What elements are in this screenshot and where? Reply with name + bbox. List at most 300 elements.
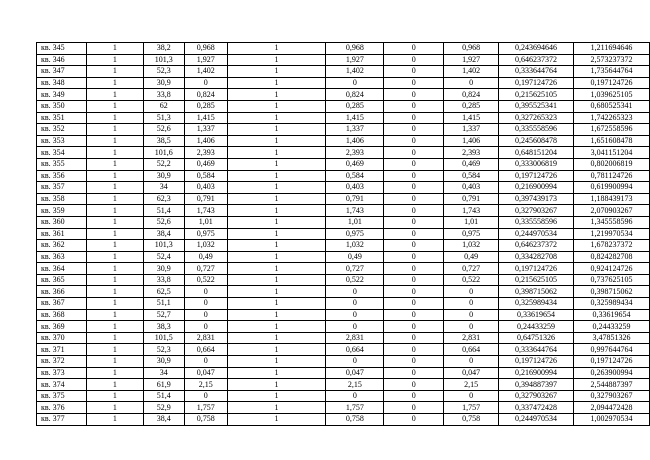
cell-count: 1 xyxy=(86,124,143,136)
cell-count: 1 xyxy=(86,286,143,298)
cell-count: 1 xyxy=(86,263,143,275)
cell-share: 0,327265323 xyxy=(499,112,574,124)
cell-share: 0,244970534 xyxy=(499,228,574,240)
cell-value-b: 1,337 xyxy=(326,124,384,136)
table-row xyxy=(37,286,650,298)
cell-factor: 1 xyxy=(227,402,326,414)
cell-total: 1,219970534 xyxy=(574,228,650,240)
cell-area: 101,5 xyxy=(143,332,184,344)
cell-total: 1,002970534 xyxy=(574,414,650,426)
cell-apartment: кв. 350 xyxy=(37,100,87,112)
table-row xyxy=(37,379,650,391)
cell-factor: 1 xyxy=(227,216,326,228)
cell-share: 0,394887397 xyxy=(499,379,574,391)
cell-count: 1 xyxy=(86,135,143,147)
cell-value-b: 0,403 xyxy=(326,182,384,194)
cell-value-d: 0,727 xyxy=(444,263,499,275)
cell-total: 0,263900994 xyxy=(574,367,650,379)
cell-share: 0,333644764 xyxy=(499,344,574,356)
cell-apartment: кв. 352 xyxy=(37,124,87,136)
table-row xyxy=(37,390,650,402)
cell-apartment: кв. 362 xyxy=(37,240,87,252)
cell-value-c: 0 xyxy=(384,263,444,275)
table-row xyxy=(37,124,650,136)
cell-factor: 1 xyxy=(227,344,326,356)
cell-value-b: 1,032 xyxy=(326,240,384,252)
table-row xyxy=(37,414,650,426)
cell-value-d: 0,403 xyxy=(444,182,499,194)
cell-value-d: 0,824 xyxy=(444,89,499,101)
cell-value-c: 0 xyxy=(384,147,444,159)
cell-value-c: 0 xyxy=(384,66,444,78)
cell-count: 1 xyxy=(86,228,143,240)
cell-factor: 1 xyxy=(227,286,326,298)
table-row xyxy=(37,54,650,66)
cell-value-c: 0 xyxy=(384,170,444,182)
cell-apartment: кв. 364 xyxy=(37,263,87,275)
cell-total: 1,039625105 xyxy=(574,89,650,101)
table-row xyxy=(37,240,650,252)
cell-share: 0,216900994 xyxy=(499,182,574,194)
cell-count: 1 xyxy=(86,344,143,356)
cell-value-a: 0 xyxy=(184,286,227,298)
cell-value-a: 1,406 xyxy=(184,135,227,147)
cell-apartment: кв. 368 xyxy=(37,309,87,321)
cell-factor: 1 xyxy=(227,158,326,170)
cell-value-c: 0 xyxy=(384,356,444,368)
cell-total: 0,197124726 xyxy=(574,77,650,89)
cell-factor: 1 xyxy=(227,77,326,89)
cell-factor: 1 xyxy=(227,54,326,66)
cell-value-c: 0 xyxy=(384,124,444,136)
cell-count: 1 xyxy=(86,147,143,159)
cell-value-d: 0,664 xyxy=(444,344,499,356)
cell-area: 61,9 xyxy=(143,379,184,391)
cell-apartment: кв. 358 xyxy=(37,193,87,205)
table-row xyxy=(37,100,650,112)
cell-share: 0,397439173 xyxy=(499,193,574,205)
cell-count: 1 xyxy=(86,77,143,89)
cell-apartment: кв. 356 xyxy=(37,170,87,182)
cell-share: 0,33619654 xyxy=(499,309,574,321)
cell-count: 1 xyxy=(86,54,143,66)
cell-count: 1 xyxy=(86,332,143,344)
cell-value-a: 0,824 xyxy=(184,89,227,101)
cell-area: 62,5 xyxy=(143,286,184,298)
cell-share: 0,244970534 xyxy=(499,414,574,426)
cell-count: 1 xyxy=(86,43,143,55)
table-row xyxy=(37,43,650,55)
table-row xyxy=(37,66,650,78)
cell-value-d: 0,975 xyxy=(444,228,499,240)
cell-factor: 1 xyxy=(227,332,326,344)
cell-area: 38,2 xyxy=(143,43,184,55)
cell-total: 2,573237372 xyxy=(574,54,650,66)
cell-area: 34 xyxy=(143,367,184,379)
cell-total: 0,737625105 xyxy=(574,274,650,286)
cell-value-b: 0,522 xyxy=(326,274,384,286)
table-row xyxy=(37,89,650,101)
cell-area: 101,3 xyxy=(143,54,184,66)
cell-apartment: кв. 377 xyxy=(37,414,87,426)
cell-value-d: 0 xyxy=(444,77,499,89)
cell-value-c: 0 xyxy=(384,251,444,263)
cell-value-d: 0,469 xyxy=(444,158,499,170)
table-body xyxy=(37,43,650,426)
cell-factor: 1 xyxy=(227,414,326,426)
cell-area: 30,9 xyxy=(143,356,184,368)
cell-count: 1 xyxy=(86,414,143,426)
cell-value-a: 0,664 xyxy=(184,344,227,356)
cell-value-a: 1,927 xyxy=(184,54,227,66)
cell-value-d: 0 xyxy=(444,298,499,310)
cell-share: 0,327903267 xyxy=(499,390,574,402)
cell-count: 1 xyxy=(86,158,143,170)
cell-share: 0,325989434 xyxy=(499,298,574,310)
cell-share: 0,398715062 xyxy=(499,286,574,298)
cell-value-a: 0,285 xyxy=(184,100,227,112)
cell-count: 1 xyxy=(86,274,143,286)
cell-value-d: 0,584 xyxy=(444,170,499,182)
cell-factor: 1 xyxy=(227,135,326,147)
cell-factor: 1 xyxy=(227,193,326,205)
cell-value-d: 1,402 xyxy=(444,66,499,78)
cell-value-b: 0,285 xyxy=(326,100,384,112)
cell-apartment: кв. 365 xyxy=(37,274,87,286)
cell-apartment: кв. 376 xyxy=(37,402,87,414)
table-row xyxy=(37,402,650,414)
cell-total: 0,325989434 xyxy=(574,298,650,310)
cell-value-b: 0,469 xyxy=(326,158,384,170)
table-row xyxy=(37,193,650,205)
cell-value-b: 0,791 xyxy=(326,193,384,205)
cell-value-c: 0 xyxy=(384,216,444,228)
cell-apartment: кв. 369 xyxy=(37,321,87,333)
cell-value-a: 0 xyxy=(184,390,227,402)
cell-value-c: 0 xyxy=(384,43,444,55)
cell-value-c: 0 xyxy=(384,367,444,379)
cell-factor: 1 xyxy=(227,379,326,391)
cell-area: 52,9 xyxy=(143,402,184,414)
apartments-table xyxy=(36,42,650,426)
cell-factor: 1 xyxy=(227,100,326,112)
cell-value-a: 0,584 xyxy=(184,170,227,182)
table-row xyxy=(37,321,650,333)
cell-share: 0,64751326 xyxy=(499,332,574,344)
cell-value-b: 0 xyxy=(326,321,384,333)
cell-area: 30,9 xyxy=(143,170,184,182)
cell-value-d: 0,522 xyxy=(444,274,499,286)
cell-apartment: кв. 349 xyxy=(37,89,87,101)
cell-value-c: 0 xyxy=(384,89,444,101)
cell-count: 1 xyxy=(86,216,143,228)
cell-share: 0,334282708 xyxy=(499,251,574,263)
cell-value-b: 0,727 xyxy=(326,263,384,275)
cell-value-d: 0,968 xyxy=(444,43,499,55)
cell-area: 52,4 xyxy=(143,251,184,263)
cell-value-a: 0,047 xyxy=(184,367,227,379)
cell-area: 38,4 xyxy=(143,414,184,426)
cell-apartment: кв. 360 xyxy=(37,216,87,228)
cell-share: 0,216900994 xyxy=(499,367,574,379)
cell-share: 0,215625105 xyxy=(499,89,574,101)
cell-value-d: 0,758 xyxy=(444,414,499,426)
table-row xyxy=(37,158,650,170)
cell-value-b: 0 xyxy=(326,286,384,298)
cell-value-a: 1,01 xyxy=(184,216,227,228)
cell-value-c: 0 xyxy=(384,112,444,124)
cell-apartment: кв. 366 xyxy=(37,286,87,298)
cell-value-d: 1,743 xyxy=(444,205,499,217)
cell-total: 1,735644764 xyxy=(574,66,650,78)
cell-value-a: 0,727 xyxy=(184,263,227,275)
cell-value-b: 2,831 xyxy=(326,332,384,344)
cell-value-d: 2,393 xyxy=(444,147,499,159)
cell-total: 3,47851326 xyxy=(574,332,650,344)
cell-share: 0,197124726 xyxy=(499,263,574,275)
cell-value-b: 0,968 xyxy=(326,43,384,55)
cell-value-c: 0 xyxy=(384,321,444,333)
cell-value-a: 0 xyxy=(184,298,227,310)
cell-value-d: 0 xyxy=(444,356,499,368)
cell-count: 1 xyxy=(86,309,143,321)
cell-count: 1 xyxy=(86,367,143,379)
cell-total: 0,781124726 xyxy=(574,170,650,182)
table-row xyxy=(37,216,650,228)
cell-total: 0,924124726 xyxy=(574,263,650,275)
cell-area: 34 xyxy=(143,182,184,194)
cell-value-d: 0 xyxy=(444,321,499,333)
cell-total: 1,345558596 xyxy=(574,216,650,228)
cell-area: 33,8 xyxy=(143,274,184,286)
cell-share: 0,327903267 xyxy=(499,205,574,217)
table-row xyxy=(37,344,650,356)
cell-value-c: 0 xyxy=(384,135,444,147)
table-row xyxy=(37,309,650,321)
cell-value-b: 1,743 xyxy=(326,205,384,217)
cell-value-b: 0,49 xyxy=(326,251,384,263)
cell-apartment: кв. 371 xyxy=(37,344,87,356)
cell-total: 0,33619654 xyxy=(574,309,650,321)
cell-count: 1 xyxy=(86,193,143,205)
cell-area: 62 xyxy=(143,100,184,112)
cell-apartment: кв. 353 xyxy=(37,135,87,147)
cell-share: 0,335558596 xyxy=(499,124,574,136)
cell-value-c: 0 xyxy=(384,100,444,112)
cell-value-a: 0 xyxy=(184,321,227,333)
cell-factor: 1 xyxy=(227,124,326,136)
cell-factor: 1 xyxy=(227,205,326,217)
cell-value-b: 2,393 xyxy=(326,147,384,159)
cell-apartment: кв. 346 xyxy=(37,54,87,66)
cell-value-c: 0 xyxy=(384,309,444,321)
cell-value-a: 0,968 xyxy=(184,43,227,55)
cell-area: 62,3 xyxy=(143,193,184,205)
cell-value-c: 0 xyxy=(384,414,444,426)
cell-value-c: 0 xyxy=(384,182,444,194)
cell-value-b: 1,402 xyxy=(326,66,384,78)
cell-factor: 1 xyxy=(227,298,326,310)
cell-total: 0,398715062 xyxy=(574,286,650,298)
cell-count: 1 xyxy=(86,66,143,78)
table-row xyxy=(37,367,650,379)
cell-factor: 1 xyxy=(227,112,326,124)
cell-value-d: 0 xyxy=(444,390,499,402)
cell-count: 1 xyxy=(86,182,143,194)
cell-value-b: 0 xyxy=(326,77,384,89)
cell-factor: 1 xyxy=(227,66,326,78)
cell-share: 0,648151204 xyxy=(499,147,574,159)
cell-factor: 1 xyxy=(227,356,326,368)
cell-share: 0,337472428 xyxy=(499,402,574,414)
cell-area: 52,6 xyxy=(143,124,184,136)
table-row xyxy=(37,263,650,275)
cell-count: 1 xyxy=(86,205,143,217)
cell-share: 0,197124726 xyxy=(499,77,574,89)
cell-value-c: 0 xyxy=(384,332,444,344)
table-row xyxy=(37,356,650,368)
cell-value-b: 0,664 xyxy=(326,344,384,356)
cell-value-b: 0,824 xyxy=(326,89,384,101)
cell-factor: 1 xyxy=(227,390,326,402)
cell-area: 30,9 xyxy=(143,263,184,275)
table-row xyxy=(37,77,650,89)
cell-count: 1 xyxy=(86,402,143,414)
cell-total: 0,824282708 xyxy=(574,251,650,263)
table-row xyxy=(37,170,650,182)
cell-value-c: 0 xyxy=(384,390,444,402)
cell-apartment: кв. 347 xyxy=(37,66,87,78)
cell-apartment: кв. 355 xyxy=(37,158,87,170)
cell-count: 1 xyxy=(86,100,143,112)
cell-value-a: 0,403 xyxy=(184,182,227,194)
cell-apartment: кв. 373 xyxy=(37,367,87,379)
cell-value-d: 1,01 xyxy=(444,216,499,228)
cell-value-b: 1,01 xyxy=(326,216,384,228)
cell-total: 0,619900994 xyxy=(574,182,650,194)
cell-apartment: кв. 357 xyxy=(37,182,87,194)
cell-value-d: 0,49 xyxy=(444,251,499,263)
cell-factor: 1 xyxy=(227,367,326,379)
cell-share: 0,646237372 xyxy=(499,240,574,252)
cell-value-b: 2,15 xyxy=(326,379,384,391)
cell-value-a: 1,415 xyxy=(184,112,227,124)
cell-value-b: 0 xyxy=(326,298,384,310)
cell-apartment: кв. 345 xyxy=(37,43,87,55)
cell-value-a: 0,791 xyxy=(184,193,227,205)
cell-value-b: 0,047 xyxy=(326,367,384,379)
cell-value-c: 0 xyxy=(384,54,444,66)
cell-area: 33,8 xyxy=(143,89,184,101)
cell-apartment: кв. 372 xyxy=(37,356,87,368)
cell-area: 38,3 xyxy=(143,321,184,333)
cell-value-c: 0 xyxy=(384,228,444,240)
cell-share: 0,395525341 xyxy=(499,100,574,112)
cell-value-c: 0 xyxy=(384,298,444,310)
table-row xyxy=(37,112,650,124)
table-row xyxy=(37,182,650,194)
cell-total: 1,672558596 xyxy=(574,124,650,136)
cell-value-b: 0,975 xyxy=(326,228,384,240)
cell-total: 0,802006819 xyxy=(574,158,650,170)
cell-factor: 1 xyxy=(227,147,326,159)
cell-apartment: кв. 363 xyxy=(37,251,87,263)
cell-value-d: 1,406 xyxy=(444,135,499,147)
cell-count: 1 xyxy=(86,112,143,124)
cell-apartment: кв. 354 xyxy=(37,147,87,159)
cell-count: 1 xyxy=(86,240,143,252)
cell-count: 1 xyxy=(86,89,143,101)
cell-total: 2,070903267 xyxy=(574,205,650,217)
cell-area: 51,4 xyxy=(143,205,184,217)
cell-value-d: 1,927 xyxy=(444,54,499,66)
cell-share: 0,243694646 xyxy=(499,43,574,55)
cell-area: 51,3 xyxy=(143,112,184,124)
cell-value-d: 0,791 xyxy=(444,193,499,205)
table-row xyxy=(37,135,650,147)
table-row xyxy=(37,147,650,159)
table-row xyxy=(37,298,650,310)
cell-value-a: 0,49 xyxy=(184,251,227,263)
cell-value-a: 1,337 xyxy=(184,124,227,136)
cell-value-a: 1,757 xyxy=(184,402,227,414)
cell-value-b: 1,927 xyxy=(326,54,384,66)
cell-area: 38,4 xyxy=(143,228,184,240)
cell-area: 51,4 xyxy=(143,390,184,402)
cell-value-d: 1,415 xyxy=(444,112,499,124)
cell-value-c: 0 xyxy=(384,402,444,414)
table-row xyxy=(37,251,650,263)
cell-count: 1 xyxy=(86,379,143,391)
cell-value-a: 2,831 xyxy=(184,332,227,344)
cell-apartment: кв. 348 xyxy=(37,77,87,89)
cell-value-d: 2,15 xyxy=(444,379,499,391)
cell-area: 52,6 xyxy=(143,216,184,228)
cell-area: 52,3 xyxy=(143,344,184,356)
cell-value-d: 0,285 xyxy=(444,100,499,112)
cell-apartment: кв. 367 xyxy=(37,298,87,310)
cell-count: 1 xyxy=(86,170,143,182)
cell-share: 0,333006819 xyxy=(499,158,574,170)
cell-value-b: 1,415 xyxy=(326,112,384,124)
cell-count: 1 xyxy=(86,321,143,333)
cell-area: 101,6 xyxy=(143,147,184,159)
cell-factor: 1 xyxy=(227,251,326,263)
cell-factor: 1 xyxy=(227,182,326,194)
cell-value-a: 0 xyxy=(184,356,227,368)
cell-value-c: 0 xyxy=(384,77,444,89)
cell-total: 1,651608478 xyxy=(574,135,650,147)
cell-value-d: 1,032 xyxy=(444,240,499,252)
cell-total: 2,094472428 xyxy=(574,402,650,414)
cell-value-a: 0,469 xyxy=(184,158,227,170)
cell-factor: 1 xyxy=(227,309,326,321)
cell-total: 1,188439173 xyxy=(574,193,650,205)
cell-apartment: кв. 370 xyxy=(37,332,87,344)
cell-value-a: 1,032 xyxy=(184,240,227,252)
cell-factor: 1 xyxy=(227,228,326,240)
cell-value-b: 0 xyxy=(326,356,384,368)
cell-share: 0,245608478 xyxy=(499,135,574,147)
cell-total: 0,24433259 xyxy=(574,321,650,333)
cell-factor: 1 xyxy=(227,89,326,101)
cell-apartment: кв. 351 xyxy=(37,112,87,124)
cell-value-c: 0 xyxy=(384,274,444,286)
cell-value-b: 1,757 xyxy=(326,402,384,414)
cell-area: 51,1 xyxy=(143,298,184,310)
cell-value-d: 0 xyxy=(444,309,499,321)
cell-share: 0,215625105 xyxy=(499,274,574,286)
